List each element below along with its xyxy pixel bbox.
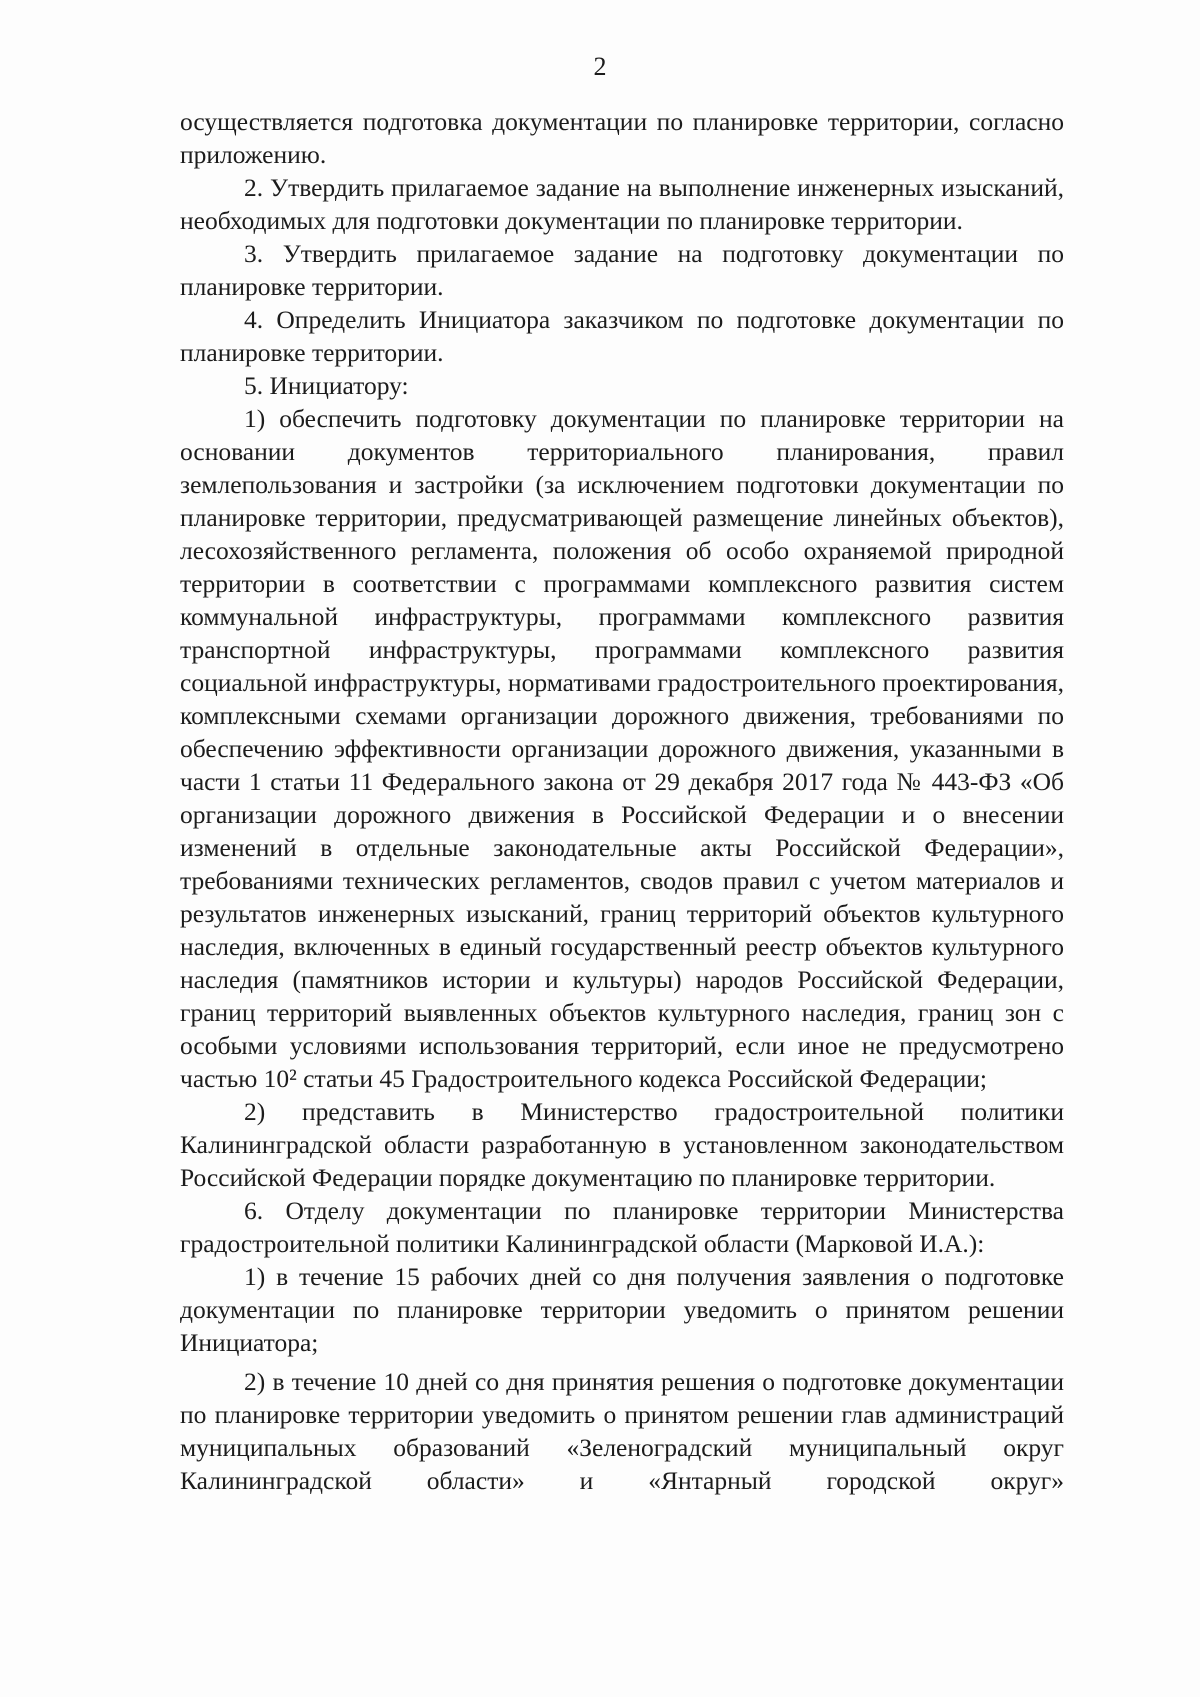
paragraph-item-5: 5. Инициатору: (244, 371, 409, 400)
paragraph-item-6: 6. Отделу документации по планировке территории Министерства градостроительной политики Калининградской области (Марковой И.А.): (180, 1196, 1064, 1258)
paragraph-item-5-1: 1) обеспечить подготовку документации по планировке территории на основании документов территориального планирования, правил землепользования и застройки (за исключением подготовки документации по планировке территории, предусматривающей размещение линейных объектов), лесохозяйственного регламента, положения об особо охраняемой природной территории в соответствии с программами комплексного развития систем коммунальной инфраструктуры, программами комплексного развития транспортной инфраструктуры, программами комплексного развития социальной инфраструктуры, нормативами градостроительного проектирования, комплексными схемами организации дорожного движения, требованиями по обеспечению эффективности организации дорожного движения, указанными в части 1 статьи 11 Федерального закона от 29 декабря 2017 года № 443-ФЗ «Об организации дорожного движения в Российской Федерации и о внесении изменений в отдельные законодательные акты Российской Федерации», требованиями технических регламентов, сводов правил с учетом материалов и результатов инженерных изысканий, границ территорий объектов культурного наследия, включенных в единый государственный реестр объектов культурного наследия (памятников истории и культуры) народов Российской Федерации, границ территорий выявленных объектов культурного наследия, границ зон с особыми условиями использования территорий, если иное не предусмотрено частью 10² статьи 45 Градостроительного кодекса Российской Федерации; (180, 404, 1064, 1093)
document-body (180, 105, 1064, 1497)
paragraph-item-4: 4. Определить Инициатора заказчиком по подготовке документации по планировке территории. (180, 305, 1064, 367)
paragraph-item-6-1: 1) в течение 15 рабочих дней со дня получения заявления о подготовке документации по планировке территории уведомить о принятом решении Инициатора; (180, 1262, 1064, 1357)
paragraph-item-5-2: 2) представить в Министерство градостроительной политики Калининградской области разработанную в установленном законодательством Российской Федерации порядке документацию по планировке территории. (180, 1097, 1064, 1192)
paragraph-continuation: осуществляется подготовка документации по планировке территории, согласно приложению. (180, 107, 1064, 169)
paragraph-item-3: 3. Утвердить прилагаемое задание на подготовку документации по планировке территории. (180, 239, 1064, 301)
page-number: 2 (593, 52, 607, 81)
paragraph-item-2: 2. Утвердить прилагаемое задание на выполнение инженерных изысканий, необходимых для подготовки документации по планировке территории. (180, 173, 1064, 235)
paragraph-item-6-2: 2) в течение 10 дней со дня принятия решения о подготовке документации по планировке территории уведомить о принятом решении глав администраций муниципальных образований «Зеленоградский муниципальный округ Калининградской области» и «Янтарный городской округ» (180, 1367, 1064, 1495)
